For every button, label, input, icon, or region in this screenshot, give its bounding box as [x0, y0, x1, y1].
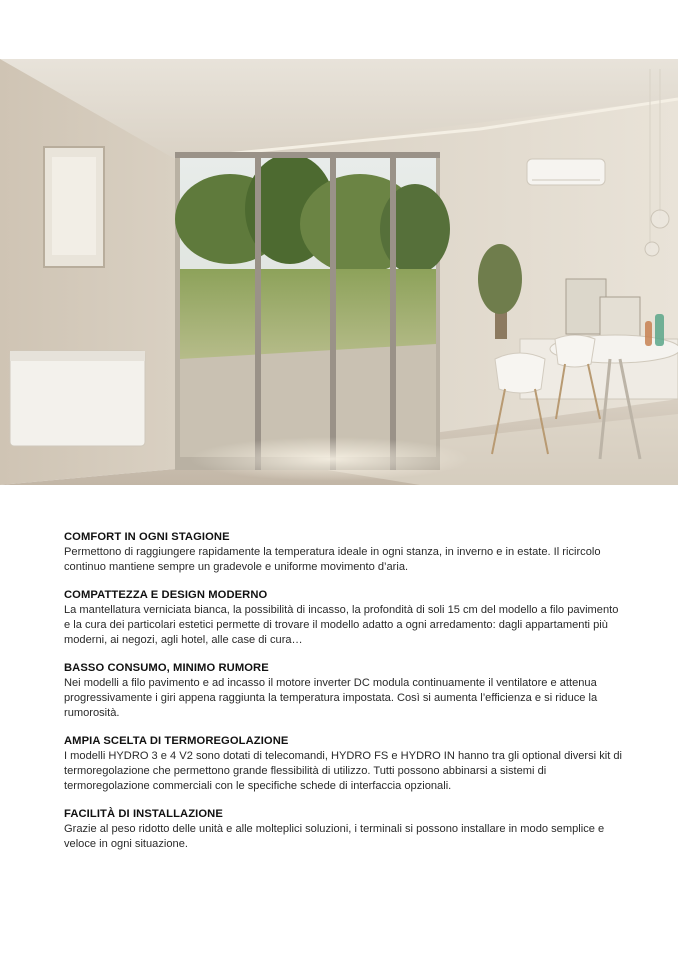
feature-comfort [64, 530, 624, 575]
living-room-photo-icon [0, 59, 678, 485]
feature-title: COMPATTEZZA E DESIGN MODERNO [64, 589, 268, 601]
feature-body: Permettono di raggiungere rapidamente la temperatura ideale in ogni stanza, in inverno e in estate. Il ricircolo continuo mantiene sempre un gradevole e uniforme movimento d’aria. [64, 546, 601, 573]
feature-title: BASSO CONSUMO, MINIMO RUMORE [64, 662, 269, 674]
features-list [64, 530, 624, 865]
feature-body: Grazie al peso ridotto delle unità e alle molteplici soluzioni, i terminali si possono installare in modo semplice e veloce in ogni situazione. [64, 823, 605, 850]
feature-body: La mantellatura verniciata bianca, la possibilità di incasso, la profondità di soli 15 cm del modello a filo pavimento e la cura dei particolari estetici permette di trovare il modello adatto a ogni arredamento: dagli appartamenti più moderni, ai negozi, agli hotel, alle case di cura… [64, 604, 619, 646]
feature-body: I modelli HYDRO 3 e 4 V2 sono dotati di telecomandi, HYDRO FS e HYDRO IN hanno tra gli optional diversi kit di termoregolazione che permettono grande flessibilità di utilizzo. Tutti possono abbinarsi a sistemi di termoregolazione commerciali con le specifiche schede di interfaccia opzionali. [64, 750, 623, 792]
hero-photo [0, 59, 678, 485]
feature-design [64, 588, 624, 648]
feature-body: Nei modelli a filo pavimento e ad incasso il motore inverter DC modula continuamente il ventilatore e attenua progressivamente i giri appena raggiunta la temperatura impostata. Così si aumenta l’efficienza e si riduce la rumorosità. [64, 677, 598, 719]
feature-title: COMFORT IN OGNI STAGIONE [64, 531, 230, 543]
feature-low-consumption [64, 661, 624, 721]
feature-thermoregulation [64, 734, 624, 794]
feature-installation [64, 807, 624, 852]
feature-title: FACILITÀ DI INSTALLAZIONE [64, 808, 223, 820]
feature-title: AMPIA SCELTA DI TERMOREGOLAZIONE [64, 735, 289, 747]
